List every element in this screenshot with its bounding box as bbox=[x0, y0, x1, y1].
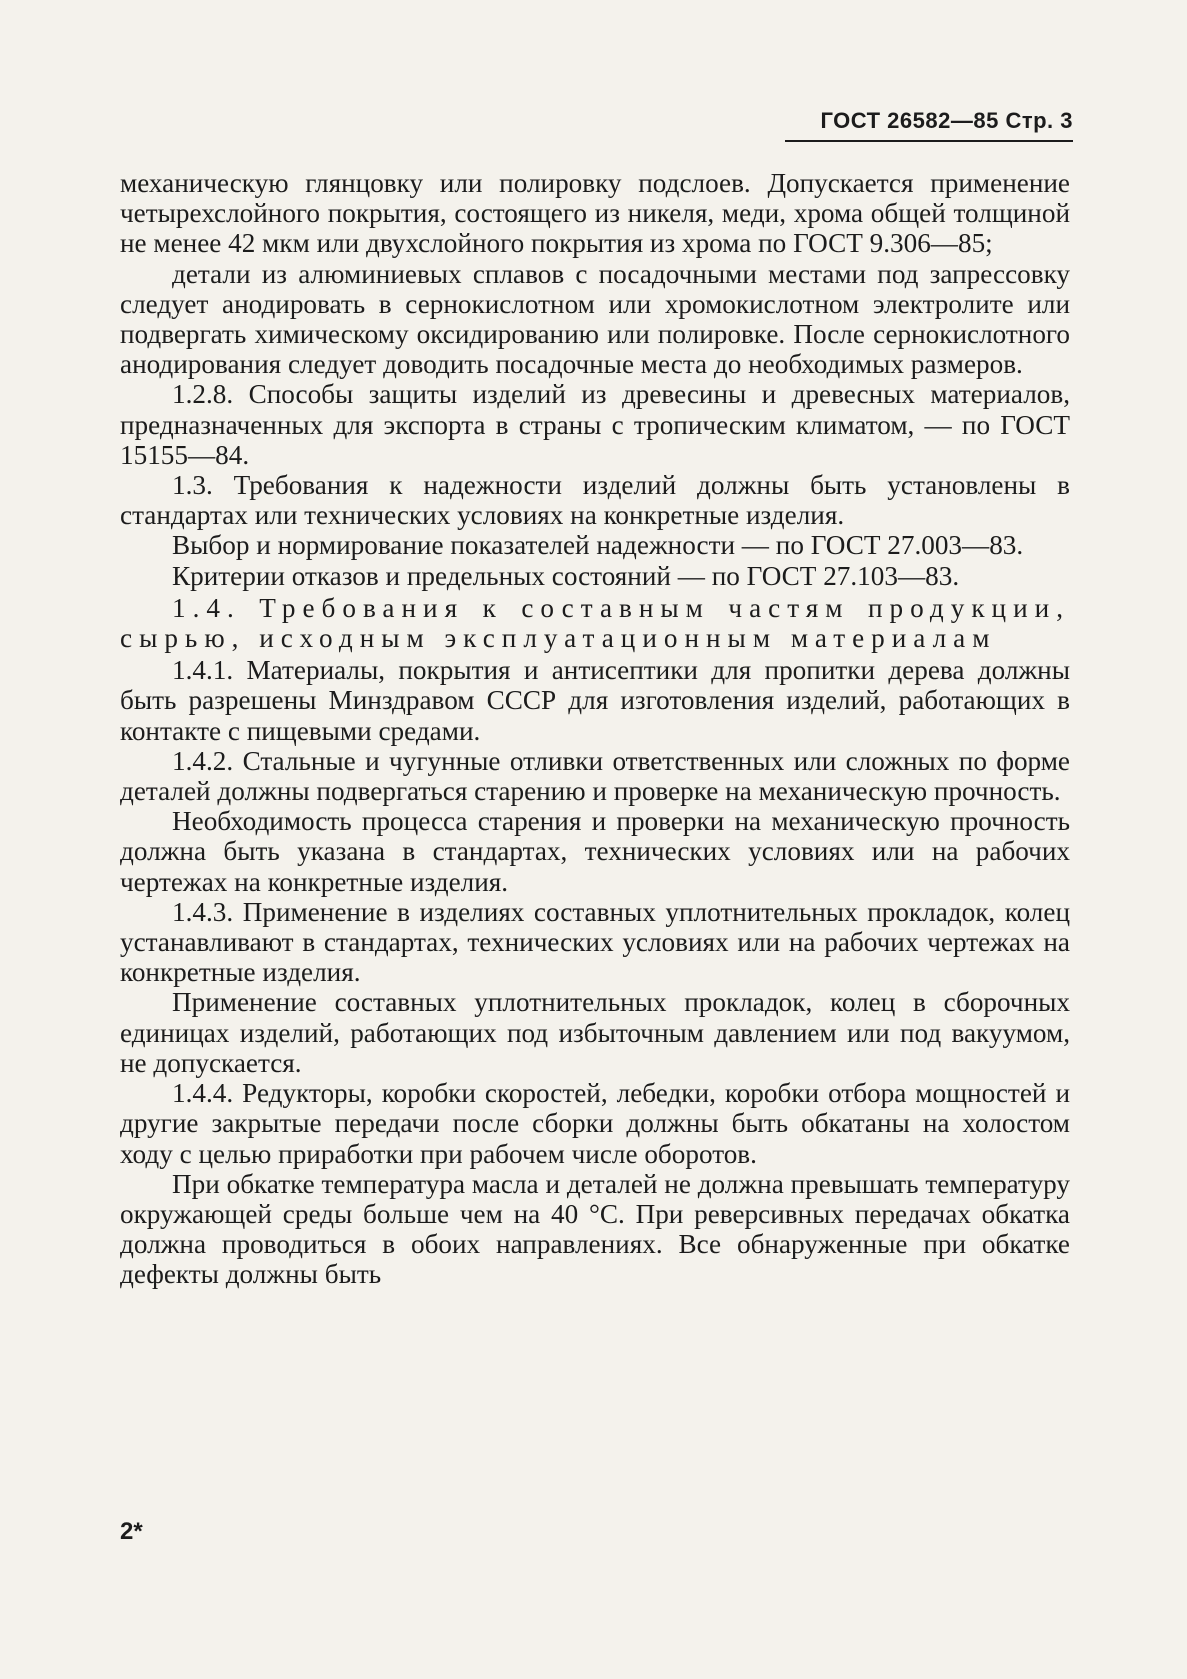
document-body bbox=[120, 168, 1070, 1290]
paragraph-gaskets-restriction: Применение составных уплотнительных прокладок, колец в сборочных единицах изделий, работающих под избыточным давлением или под вакуумом, не допускается. bbox=[120, 987, 1070, 1078]
paragraph-1-4-2: 1.4.2. Стальные и чугунные отливки ответственных или сложных по форме деталей должны подвергаться старению и проверке на механическую прочность. bbox=[120, 745, 1070, 807]
paragraph-1-4-1: 1.4.1. Материалы, покрытия и антисептики для пропитки дерева должны быть разрешены Минздравом СССР для изготовления изделий, работающих в контакте с пищевыми средами. bbox=[120, 655, 1070, 746]
paragraph-1-4-4: 1.4.4. Редукторы, коробки скоростей, лебедки, коробки отбора мощностей и другие закрытые передачи после сборки должны быть обкатаны на холостом ходу с целью приработки при рабочем числе оборотов. bbox=[120, 1078, 1070, 1169]
paragraph-aluminium-parts: детали из алюминиевых сплавов с посадочными местами под запрессовку следует анодировать в сернокислотном или хромокислотном электролите или подвергать химическому оксидированию или полировке. После сернокислотного анодирования следует доводить посадочные места до необходимых размеров. bbox=[120, 258, 1070, 380]
standard-number: ГОСТ 26582—85 bbox=[820, 108, 999, 133]
page-number: Стр. 3 bbox=[1005, 108, 1073, 133]
paragraph-1-4-3: 1.4.3. Применение в изделиях составных уплотнительных прокладок, колец устанавливают в стандартах, технических условиях или на рабочих чертежах на конкретные изделия. bbox=[120, 896, 1070, 988]
paragraph-1-3: 1.3. Требования к надежности изделий должны быть установлены в стандартах или технических условиях на конкретные изделия. bbox=[120, 470, 1070, 531]
paragraph-1-2-8: 1.2.8. Способы защиты изделий из древесины и древесных материалов, предназначенных для экспорта в страны с тропическим климатом, — по ГОСТ 15155—84. bbox=[120, 379, 1070, 470]
signature-mark: 2* bbox=[120, 1518, 143, 1545]
paragraph-reliability-selection: Выбор и нормирование показателей надежности — по ГОСТ 27.003—83. bbox=[172, 530, 1024, 561]
section-heading-1-4: 1.4. Требования к составным частям продукции, сырью, исходным эксплуатационным материалам bbox=[120, 592, 1070, 654]
paragraph-aging-necessity: Необходимость процесса старения и проверки на механическую прочность должна быть указана в стандартах, технических условиях или на рабочих чертежах на конкретные изделия. bbox=[120, 806, 1070, 897]
paragraph-failure-criteria: Критерии отказов и предельных состояний — по ГОСТ 27.103—83. bbox=[172, 560, 960, 591]
paragraph-run-in-temperature: При обкатке температура масла и деталей не должна превышать температуру окружающей среды больше чем на 40 °С. При реверсивных передачах обкатка должна проводиться в обоих направлениях. Все обнаруженные при обкатке дефекты должны быть bbox=[120, 1168, 1070, 1290]
page-header bbox=[785, 108, 1073, 142]
paragraph-continuation: механическую глянцовку или полировку подслоев. Допускается применение четырехслойного покрытия, состоящего из никеля, меди, хрома общей толщиной не менее 42 мкм или двухслойного покрытия из хрома по ГОСТ 9.306—85; bbox=[120, 168, 1070, 259]
